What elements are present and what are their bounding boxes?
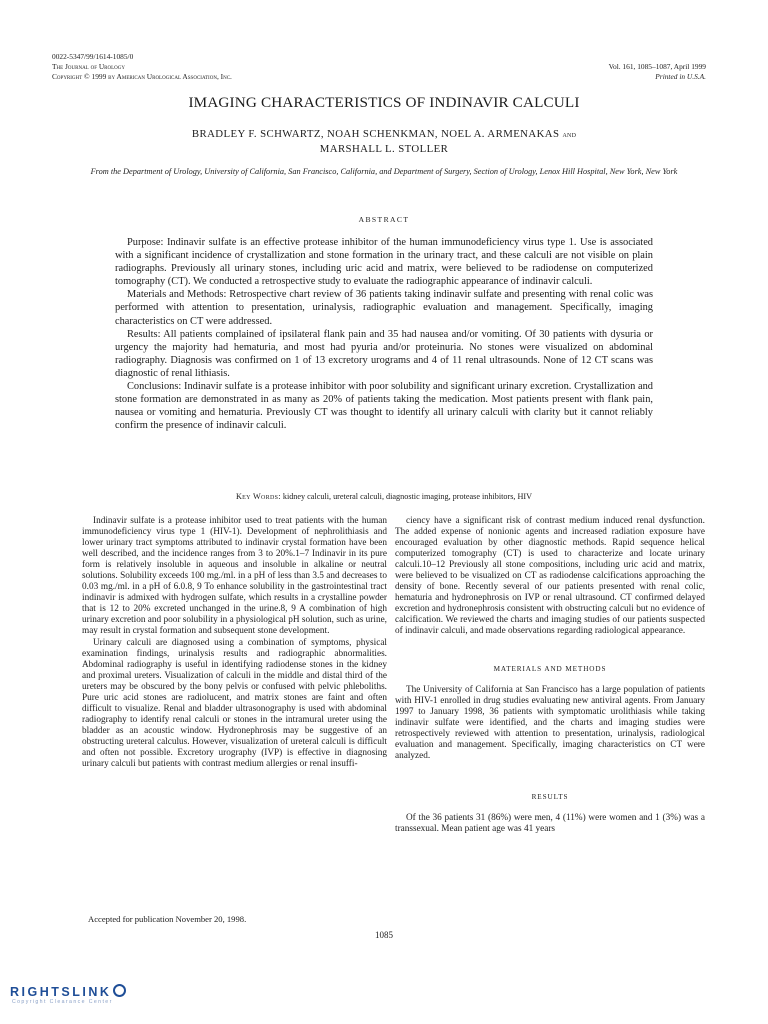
body-column-left <box>82 516 387 770</box>
body-column-right <box>395 516 705 835</box>
journal-name: The Journal of Urology <box>52 62 125 71</box>
issn-line: 0022-5347/99/1614-1085/0 <box>52 52 134 61</box>
copyright-line: Copyright © 1999 by American Urological Association, Inc. <box>52 72 232 81</box>
authors-and: and <box>562 130 577 139</box>
methods-paragraph: The University of California at San Francisco has a large population of patients with HIV-1 enrolled in drug studies evaluating new antiviral agents. From January 1997 to January 1998, 36 patients with symptomatic urolithiasis while taking indinavir sulfate were identified, and the charts and imaging studies were retrospectively reviewed with attention to presentation, urinalysis, radiological evaluation and management. Specifically, imaging characteristics on CT were analyzed. <box>395 684 705 761</box>
article-title: IMAGING CHARACTERISTICS OF INDINAVIR CALCULI <box>188 94 580 111</box>
abstract-body <box>115 236 653 432</box>
intro-paragraph-3: ciency have a significant risk of contrast medium induced renal dysfunction. The added expense of nonionic agents and increased radiation exposure have encouraged evaluation by other diagnostic methods. Rapid sequence helical computerized tomography (CT) is used to characterize and locate urinary calculi.10–12 Previously all stone compositions, including uric acid and matrix, were believed to be visualized on CT as radiodense calcifications approaching the density of bone. Recently several of our patients presented with renal colic, hematuria and hydronephrosis on IVP or renal ultrasound. CT confirmed delayed excretion and hydronephrosis consistent with obstructing calculi but no evidence of calcification. We reviewed the charts and imaging studies of our patients suspected of indinavir calculi, and made observations regarding radiological appearance. <box>395 516 705 637</box>
affiliation: From the Department of Urology, University of California, San Francisco, California, and Department of Surgery, Section of Urology, Lenox Hill Hospital, New York, New York <box>90 167 678 176</box>
abstract-results: Results: All patients complained of ipsilateral flank pain and 35 had nausea and/or vomiting. Of 30 patients with dysuria or urgency the majority had hematuria, and most had pyuria and/or proteinuria. No stones were visualized on abdominal radiography. Diagnosis was confirmed on 1 of 13 excretory urograms and 4 of 11 renal ultrasounds. None of 12 CT scans was diagnostic of renal lithiasis. <box>115 328 653 379</box>
volume-line: Vol. 161, 1085–1087, April 1999 <box>608 62 706 71</box>
authors-line-1: BRADLEY F. SCHWARTZ, NOAH SCHENKMAN, NOEL A. ARMENAKAS <box>191 128 560 140</box>
abstract-heading: ABSTRACT <box>358 215 410 224</box>
keywords-label: Key Words: <box>235 492 281 501</box>
printed-line: Printed in U.S.A. <box>655 72 706 81</box>
page-number: 1085 <box>375 930 393 940</box>
volume-info <box>609 62 706 82</box>
authors-line-2: MARSHALL L. STOLLER <box>319 143 449 155</box>
abstract-purpose: Purpose: Indinavir sulfate is an effective protease inhibitor of the human immunodeficiency virus type 1. Use is associated with a significant incidence of crystallization and stone formation in the urinary tract, and these calculi are not visible on plain radiographs. Previously all urinary stones, including uric acid and matrix, were believed to be radiodense on computerized tomography (CT). We conducted a retrospective study to evaluate the radiographic appearance of indinavir calculi. <box>115 237 653 288</box>
keywords-line <box>0 492 768 501</box>
methods-heading: MATERIALS AND METHODS <box>493 664 607 673</box>
results-heading: RESULTS <box>531 792 569 801</box>
rightslink-logo[interactable] <box>10 984 126 1006</box>
intro-paragraph-1: Indinavir sulfate is a protease inhibitor used to treat patients with the human immunodeficiency virus type 1 (HIV-1). Development of nephrolithiasis and lower urinary tract symptoms attributed to indinavir crystal formation have been well described, and the incidence ranges from 3 to 20%.1–7 Indinavir in its pure form is relatively insoluble in aqueous and insoluble in alkaline or neutral solutions. Solubility exceeds 100 mg./ml. in a pH of less than 3.5 and decreases to 0.03 mg./ml. in a pH of 6.0.8, 9 To enhance solubility in the gastrointestinal tract indinavir is admixed with hydrogen sulfate, which results in a crystalline powder that is 12 to 20% excreted unchanged in the urine.8, 9 A combination of high urinary excretion and poor solubility in a physiological pH solution, such as urine, may result in crystal formation and subsequent stone development. <box>82 516 387 637</box>
abstract-methods: Materials and Methods: Retrospective chart review of 36 patients taking indinavir sulfate and presenting with renal colic was performed with attention to presentation, urinalysis, radiographic evaluation and management. Specifically, imaging characteristics on CT were addressed. <box>115 289 653 327</box>
keywords-text: kidney calculi, ureteral calculi, diagnostic imaging, protease inhibitors, HIV <box>282 492 533 501</box>
abstract-conclusions: Conclusions: Indinavir sulfate is a protease inhibitor with poor solubility and significant urinary excretion. Crystallization and stone formation are demonstrated in as many as 20% of patients taking the medication. Most patients present with flank pain, nausea or vomiting and hematuria. Previously CT was thought to identify all urinary calculi with clarity but it cannot reliably confirm the presence of indinavir calculi. <box>115 381 653 432</box>
journal-header <box>52 52 232 82</box>
acceptance-footnote: Accepted for publication November 20, 1998. <box>88 914 247 924</box>
rightslink-wordmark: RIGHTSLINK <box>10 985 112 999</box>
rightslink-mark-icon <box>113 984 126 997</box>
rightslink-subtitle: Copyright Clearance Center <box>12 999 113 1005</box>
author-list <box>110 127 658 157</box>
intro-paragraph-2: Urinary calculi are diagnosed using a combination of symptoms, physical examination findings, urinalysis results and radiographic abnormalities. Abdominal radiography is useful in identifying radiodense stones in the kidney and proximal ureters. Visualization of calculi in the middle and distal third of the ureters may be obscured by the bony pelvis or confused with pelvic phleboliths. Pure uric acid stones are radiolucent, and matrix stones are faint and often difficult to visualize. Renal and bladder ultrasonography is used with abdominal radiography to identify renal calculi or stones in the intramural ureter using the bladder as an acoustic window. Hydronephrosis may be suggestive of an obstructing ureteral calculus. However, visualization of ureteral calculi is difficult and often not possible. Excretory urography (IVP) is effective in diagnosing urinary calculi but patients with contrast medium allergies or renal insuffi- <box>82 637 387 770</box>
results-paragraph: Of the 36 patients 31 (86%) were men, 4 (11%) were women and 1 (3%) was a transsexual. Mean patient age was 41 years <box>395 812 705 834</box>
